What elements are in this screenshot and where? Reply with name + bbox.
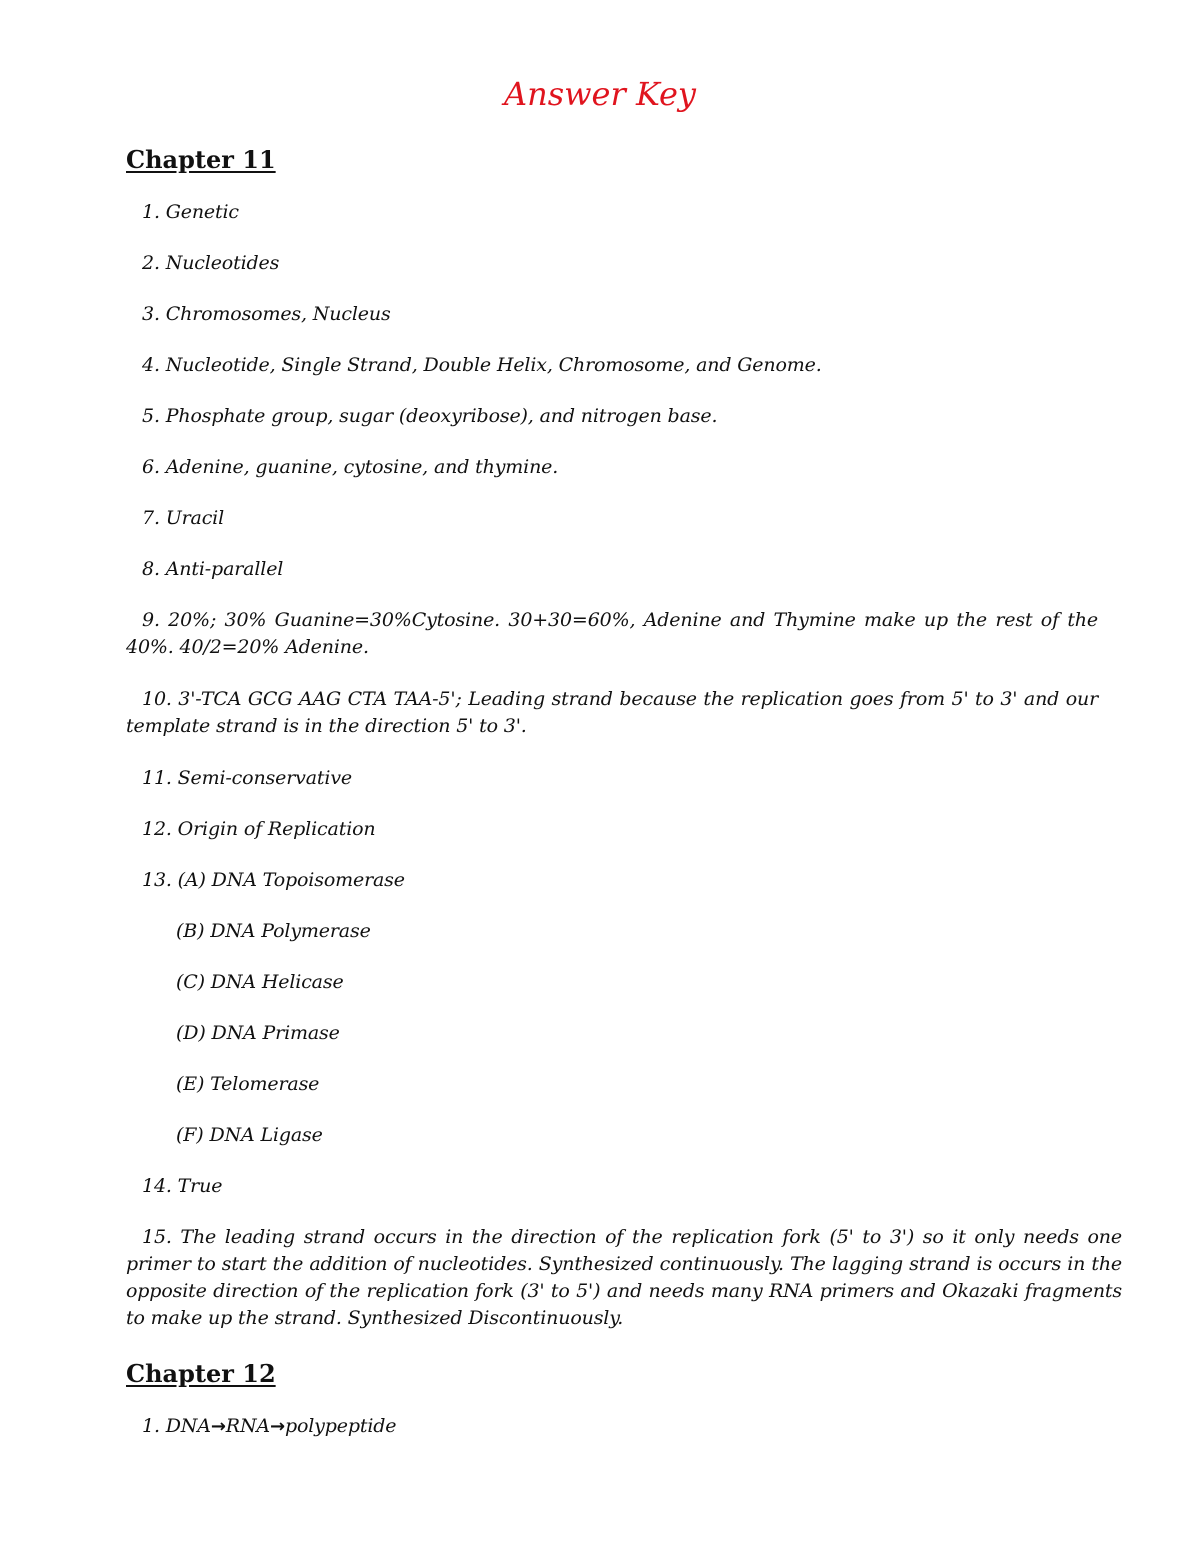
answer-subitem: (D) DNA Primase (176, 1022, 340, 1044)
answer-subitem: (F) DNA Ligase (176, 1124, 323, 1146)
answer-subitem: (C) DNA Helicase (176, 971, 344, 993)
answer-item: 8. Anti-parallel (142, 558, 284, 580)
answer-text: 1. DNA (142, 1415, 211, 1437)
answer-item: 11. Semi-conservative (142, 767, 353, 789)
answer-subitem: (B) DNA Polymerase (176, 920, 371, 942)
answer-item: 6. Adenine, guanine, cytosine, and thymine. (142, 456, 559, 478)
answer-item: 9. 20%; 30% Guanine=30%Cytosine. 30+30=60%, Adenine and Thymine make up the rest of the 40%. 40/2=20% Adenine. (126, 609, 1098, 658)
answer-item: 15. The leading strand occurs in the direction of the replication fork (5' to 3') so it only needs one primer to start the addition of nucleotides. Synthesized continuously. The lagging strand is occurs in the opposite direction of the replication fork (3' to 5') and needs many RNA primers and Okazaki fragments to make up the strand. Synthesized Discontinuously. (126, 1226, 1122, 1329)
answer-item: 12. Origin of Replication (142, 818, 376, 840)
answer-item (142, 1413, 396, 1440)
answer-item: 3. Chromosomes, Nucleus (142, 303, 391, 325)
right-arrow-icon: → (210, 1416, 226, 1437)
answer-text: polypeptide (284, 1415, 397, 1437)
page-title: Answer Key (504, 75, 696, 113)
right-arrow-icon: → (270, 1416, 285, 1437)
answer-item: 4. Nucleotide, Single Strand, Double Helix, Chromosome, and Genome. (142, 354, 822, 376)
answer-item: 14. True (142, 1175, 223, 1197)
answer-item: 2. Nucleotides (142, 252, 280, 274)
answer-item: 10. 3'-TCA GCG AAG CTA TAA-5'; Leading strand because the replication goes from 5' to 3' and our template strand is in the direction 5' to 3'. (126, 688, 1098, 737)
answer-item: 1. Genetic (142, 201, 239, 223)
answer-item: 5. Phosphate group, sugar (deoxyribose), and nitrogen base. (142, 405, 718, 427)
answer-item: 13. (A) DNA Topoisomerase (142, 869, 405, 891)
answer-text: RNA (225, 1415, 270, 1437)
answer-subitem: (E) Telomerase (176, 1073, 320, 1095)
chapter-11-heading: Chapter 11 (126, 145, 276, 174)
chapter-12-heading: Chapter 12 (126, 1359, 276, 1388)
answer-item: 7. Uracil (142, 507, 225, 529)
